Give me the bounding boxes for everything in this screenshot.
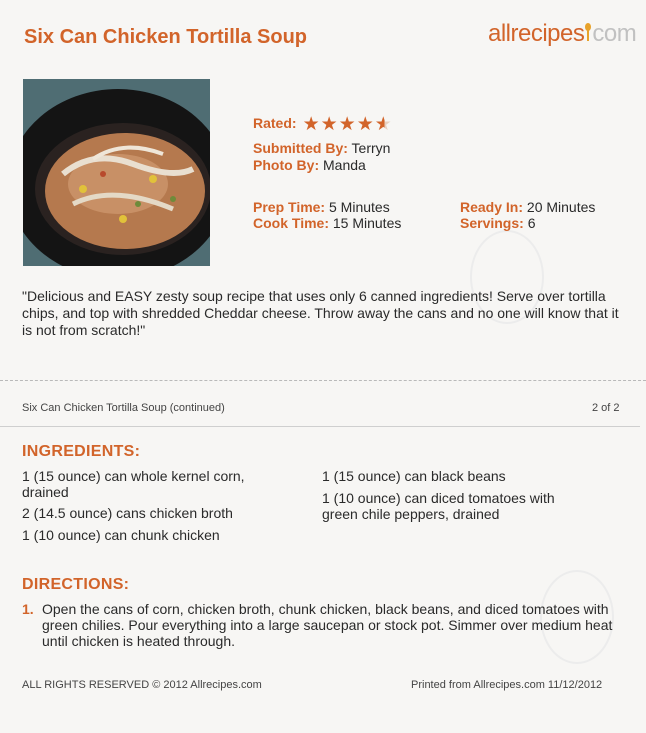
photo-by: Manda xyxy=(323,157,366,173)
submitted-row xyxy=(253,140,390,157)
prep-time: 5 Minutes xyxy=(329,199,390,215)
directions-heading: DIRECTIONS: xyxy=(22,576,130,593)
prep-time-row xyxy=(253,199,390,216)
submitted-label: Submitted By: xyxy=(253,140,348,156)
ready-in-row xyxy=(460,199,595,216)
star-icon: ★ xyxy=(302,114,320,135)
continued-header: Six Can Chicken Tortilla Soup (continued) xyxy=(22,402,225,414)
recipe-description: "Delicious and EASY zesty soup recipe that uses only 6 canned ingredients! Serve over tortilla chips, and top with shredded Cheddar cheese. Throw away the cans and no one will know that it is not from scratch!" xyxy=(22,288,619,338)
printed-notice: Printed from Allrecipes.com 11/12/2012 xyxy=(411,679,603,691)
allrecipes-logo xyxy=(488,20,636,48)
rated-label: Rated: xyxy=(253,115,297,131)
logo-text-left: allrecipes xyxy=(488,20,585,47)
header-divider xyxy=(0,426,640,427)
ingredient-item: 1 (15 ounce) can whole kernel corn, drained xyxy=(22,468,245,500)
servings-row xyxy=(460,215,536,232)
page-break-divider xyxy=(0,380,646,381)
cook-time-label: Cook Time: xyxy=(253,215,329,231)
servings-label: Servings: xyxy=(460,215,524,231)
soup-pot-image xyxy=(23,79,210,266)
prep-time-label: Prep Time: xyxy=(253,199,326,215)
ingredient-item: 2 (14.5 ounce) cans chicken broth xyxy=(22,505,233,521)
half-star-icon: ★ xyxy=(374,114,392,135)
star-icon: ★ xyxy=(338,114,356,135)
ingredient-item: 1 (15 ounce) can black beans xyxy=(322,468,506,484)
cook-time-row xyxy=(253,215,401,232)
star-icon: ★ xyxy=(356,114,374,135)
copyright-notice: ALL RIGHTS RESERVED © 2012 Allrecipes.com xyxy=(22,679,262,691)
rating-stars xyxy=(303,116,392,133)
direction-step-text: Open the cans of corn, chicken broth, chunk chicken, black beans, and diced tomatoes with green chilies. Pour everything into a large saucepan or stock pot. Simmer over medium heat until chicken is heated through. xyxy=(42,601,613,649)
ingredients-heading: INGREDIENTS: xyxy=(22,443,141,460)
recipe-photo xyxy=(23,79,210,266)
servings: 6 xyxy=(527,215,536,231)
logo-text-right: com xyxy=(592,20,637,47)
star-icon: ★ xyxy=(320,114,338,135)
submitted-by: Terryn xyxy=(351,140,391,156)
recipe-title: Six Can Chicken Tortilla Soup xyxy=(24,26,308,48)
cook-time: 15 Minutes xyxy=(332,215,402,231)
spoon-icon xyxy=(585,23,591,41)
ready-in-label: Ready In: xyxy=(460,199,524,215)
photo-by-label: Photo By: xyxy=(253,157,320,173)
rating-row xyxy=(253,115,392,133)
ingredient-item: 1 (10 ounce) can diced tomatoes with green chile peppers, drained xyxy=(322,490,555,522)
ready-in: 20 Minutes xyxy=(526,199,596,215)
ingredient-item: 1 (10 ounce) can chunk chicken xyxy=(22,527,220,543)
direction-step-number: 1. xyxy=(22,601,34,617)
page-number: 2 of 2 xyxy=(592,402,620,414)
photo-by-row xyxy=(253,157,366,174)
